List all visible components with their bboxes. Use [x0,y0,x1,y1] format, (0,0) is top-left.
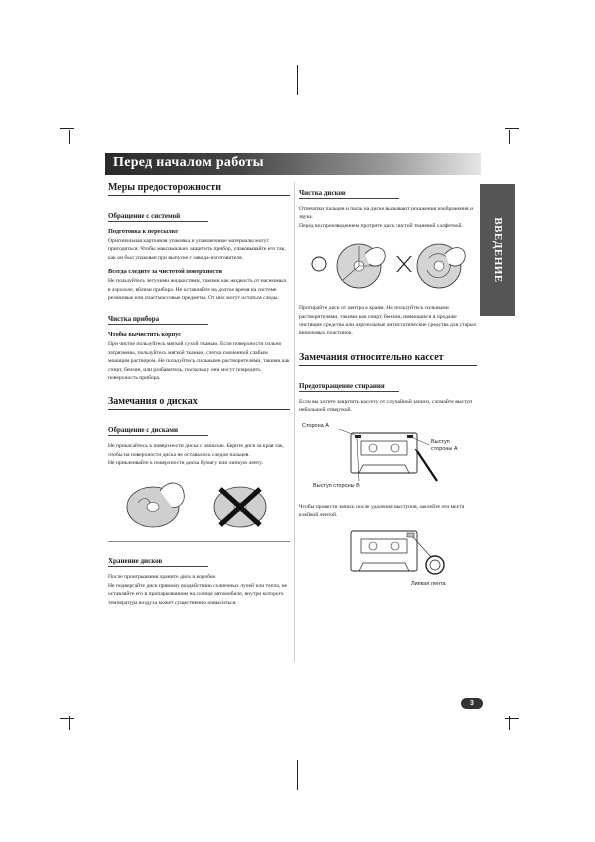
section-title-discs: Замечания о дисках [108,396,290,410]
subsection-title-handling-discs: Обращение с дисками [108,426,208,436]
subsection-title-storing-discs: Хранение дисков [108,557,208,567]
page-header-bar [105,153,481,175]
wrong-mark-icon [397,256,411,272]
subsection-title-erase-prevention: Предотвращение стирания [299,382,399,392]
disc-correct-grip-icon [127,483,184,527]
paragraph-erase-prevention-1: Если вы хотите защитить кассету от случайной записи, сломайте выступ небольшой отверткой. [299,398,473,414]
label-tab-side-b: Выступ стороны В [313,482,360,489]
subsection-title-handling-system: Обращение с системой [108,212,208,222]
heading-clean-cabinet: Чтобы вычистить корпус [108,331,182,339]
crop-mark [505,718,519,719]
heading-surface: Всегда следите за чистотой поверхности [108,268,223,276]
paragraph-handling-discs: Не прикасайтесь к поверхности диска с записью. Берите диск за края так, чтобы на поверхности диска не оставалось следов пальцев. Не приклеивайте к поверхности диска бумагу или липкую ленту. [108,443,284,467]
crop-mark [69,130,70,144]
section-title-cassettes: Замечания относительно кассет [299,352,477,366]
crop-mark [297,760,298,790]
crop-mark [505,128,519,129]
crop-mark [60,718,74,719]
disc-wipe-correct-icon [337,244,385,288]
paragraph-transport: Оригинальная картонная упаковка и упаковочные материалы могут пригодиться. Чтобы максимально защитить прибор, упаковывайте его так, как он был упакован при выпуске с завода-изготовителя. [108,238,286,261]
cassette-tape-illustration [299,525,477,597]
column-divider [294,182,295,662]
correct-mark-icon [312,257,326,271]
paragraph-cleaning-discs-2: Протирайте диск от центра к краям. Не пользуйтесь сильными растворителями, такими как спирт, бензин, имеющиеся в продаже чистящие средства или аэрозольные антистатические средства для старых виниловых пластинок. [299,305,477,337]
divider-line [108,541,290,542]
crop-mark [509,130,510,144]
right-column [299,182,477,597]
disc-wrong-grip-icon [214,487,266,527]
crop-mark [60,128,74,129]
subsection-title-cleaning-unit: Чистка прибора [108,315,208,325]
side-tab [480,184,515,316]
paragraph-clean-cabinet: При чистке пользуйтесь мягкой сухой тканью. Если поверхности сильно загрязнены, пользуйтесь мягкой тканью, слегка смоченной слабым моющим раствором. Не пользуйтесь сильными растворителями, такими как спирт, бензин, или разбавитель, поскольку они могут повредить поверхность прибора. [108,341,290,381]
label-side-a: Сторона А [302,422,329,429]
label-adhesive-tape: Липкая лента [411,581,446,588]
paragraph-surface: Не пользуйтесь летучими жидкостями, такими как жидкость от насекомых в аэрозоле, вблизи прибора. Не оставляйте на долгое время на системе резиновые или пластмассовые предметы. От них могут остаться следы. [108,278,287,301]
label-tab-side-a: Выступ стороны А [431,438,458,452]
cassette-tabs-illustration [299,421,477,493]
disc-wipe-wrong-icon [417,244,465,288]
side-tab-label: ВВЕДЕНИЕ [491,217,504,283]
paragraph-storing-discs: После проигрывания храните диск в коробке. Не подвергайте диск прямому воздействию солнечных лучей или тепла, не оставляйте его в припаркованном на солнце автомобиле, внутри которого температура воздуха может существенно повыситься. [108,574,288,606]
subsection-title-cleaning-discs: Чистка дисков [299,189,399,199]
crop-mark [297,65,298,95]
paragraph-cleaning-discs-1: Отпечатки пальцев и пыль на диске вызывают искажения изображения и звука. Перед воспроизведением протрите диск чистой тканевой салфеткой. [299,206,473,229]
cassette-tape-icon [299,525,477,597]
section-title-precautions: Меры предосторожности [108,182,290,196]
disc-handling-illustration [108,473,290,535]
paragraph-erase-prevention-2: Чтобы провести запись после удаления выступов, заклейте эти места клейкой лентой. [299,503,465,518]
page-title: Перед началом работы [113,155,264,170]
heading-transport: Подготовка к пересылке [108,228,178,235]
left-column [108,182,290,613]
disc-wiping-illustration [299,236,477,298]
page-number-badge: 3 [461,698,483,709]
